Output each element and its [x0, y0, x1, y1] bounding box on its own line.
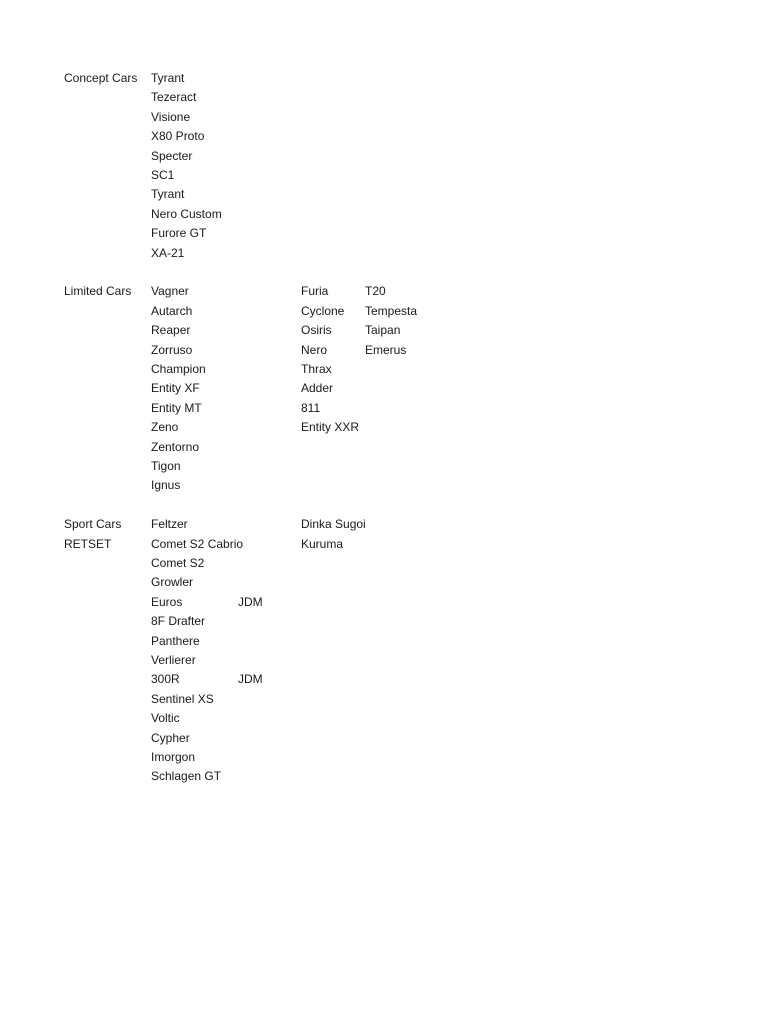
section-label-concept: Concept Cars — [64, 71, 138, 85]
car-name: Ignus — [151, 478, 181, 493]
car-name: Cyclone — [301, 303, 345, 318]
car-name: Tigon — [151, 459, 181, 473]
car-name: Reaper — [151, 323, 191, 338]
car-name: Comet S2 — [151, 556, 205, 570]
car-name: SC1 — [151, 168, 175, 182]
car-name: Zorruso — [151, 342, 193, 357]
car-name: Kuruma — [301, 536, 344, 551]
car-name: Schlagen GT — [151, 769, 222, 784]
car-name: Zeno — [151, 420, 179, 435]
car-name: Voltic — [151, 711, 180, 726]
car-name: Tyrant — [151, 187, 185, 202]
car-name: Entity XF — [151, 381, 200, 396]
jdm-note: JDM — [238, 672, 263, 687]
car-name: Tyrant — [151, 71, 185, 85]
car-name: Entity MT — [151, 400, 202, 415]
section-label-limited: Limited Cars — [64, 284, 132, 299]
car-name: Euros — [151, 594, 183, 609]
car-name: Zentorno — [151, 439, 200, 454]
car-name: Dinka Sugoi — [301, 517, 366, 532]
car-name: Sentinel XS — [151, 691, 214, 706]
car-name: Nero Custom — [151, 206, 222, 221]
jdm-note: JDM — [238, 594, 263, 609]
car-name: Emerus — [365, 342, 407, 357]
car-name: Feltzer — [151, 517, 188, 532]
car-name: Comet S2 Cabrio — [151, 536, 244, 551]
car-name: Entity XXR — [301, 420, 360, 435]
car-name: Tempesta — [365, 303, 418, 318]
car-name: Specter — [151, 148, 193, 163]
car-name: XA-21 — [151, 245, 185, 260]
car-name: Furia — [301, 284, 329, 299]
section-label-sport: Sport Cars — [64, 517, 122, 532]
car-name: Imorgon — [151, 750, 196, 764]
car-name: T20 — [365, 284, 386, 299]
car-name: Thrax — [301, 362, 332, 376]
car-name: 300R — [151, 672, 180, 687]
car-name: X80 Proto — [151, 129, 205, 144]
section-sublabel-retset: RETSET — [64, 536, 112, 551]
car-name: Growler — [151, 575, 194, 590]
car-name: 8F Drafter — [151, 614, 206, 629]
car-name: Champion — [151, 362, 206, 376]
car-name: Vagner — [151, 284, 189, 299]
car-name: Verlierer — [151, 653, 196, 667]
car-name: Visione — [151, 109, 191, 124]
car-name: Cypher — [151, 730, 190, 745]
car-name: Furore GT — [151, 226, 207, 241]
car-name: Tezeract — [151, 90, 197, 105]
car-name: Autarch — [151, 303, 193, 318]
car-name: Panthere — [151, 633, 200, 648]
car-name: Taipan — [365, 323, 401, 338]
car-name: 811 — [301, 400, 321, 415]
car-name: Adder — [301, 381, 334, 396]
car-name: Nero — [301, 342, 328, 357]
car-name: Osiris — [301, 323, 332, 338]
